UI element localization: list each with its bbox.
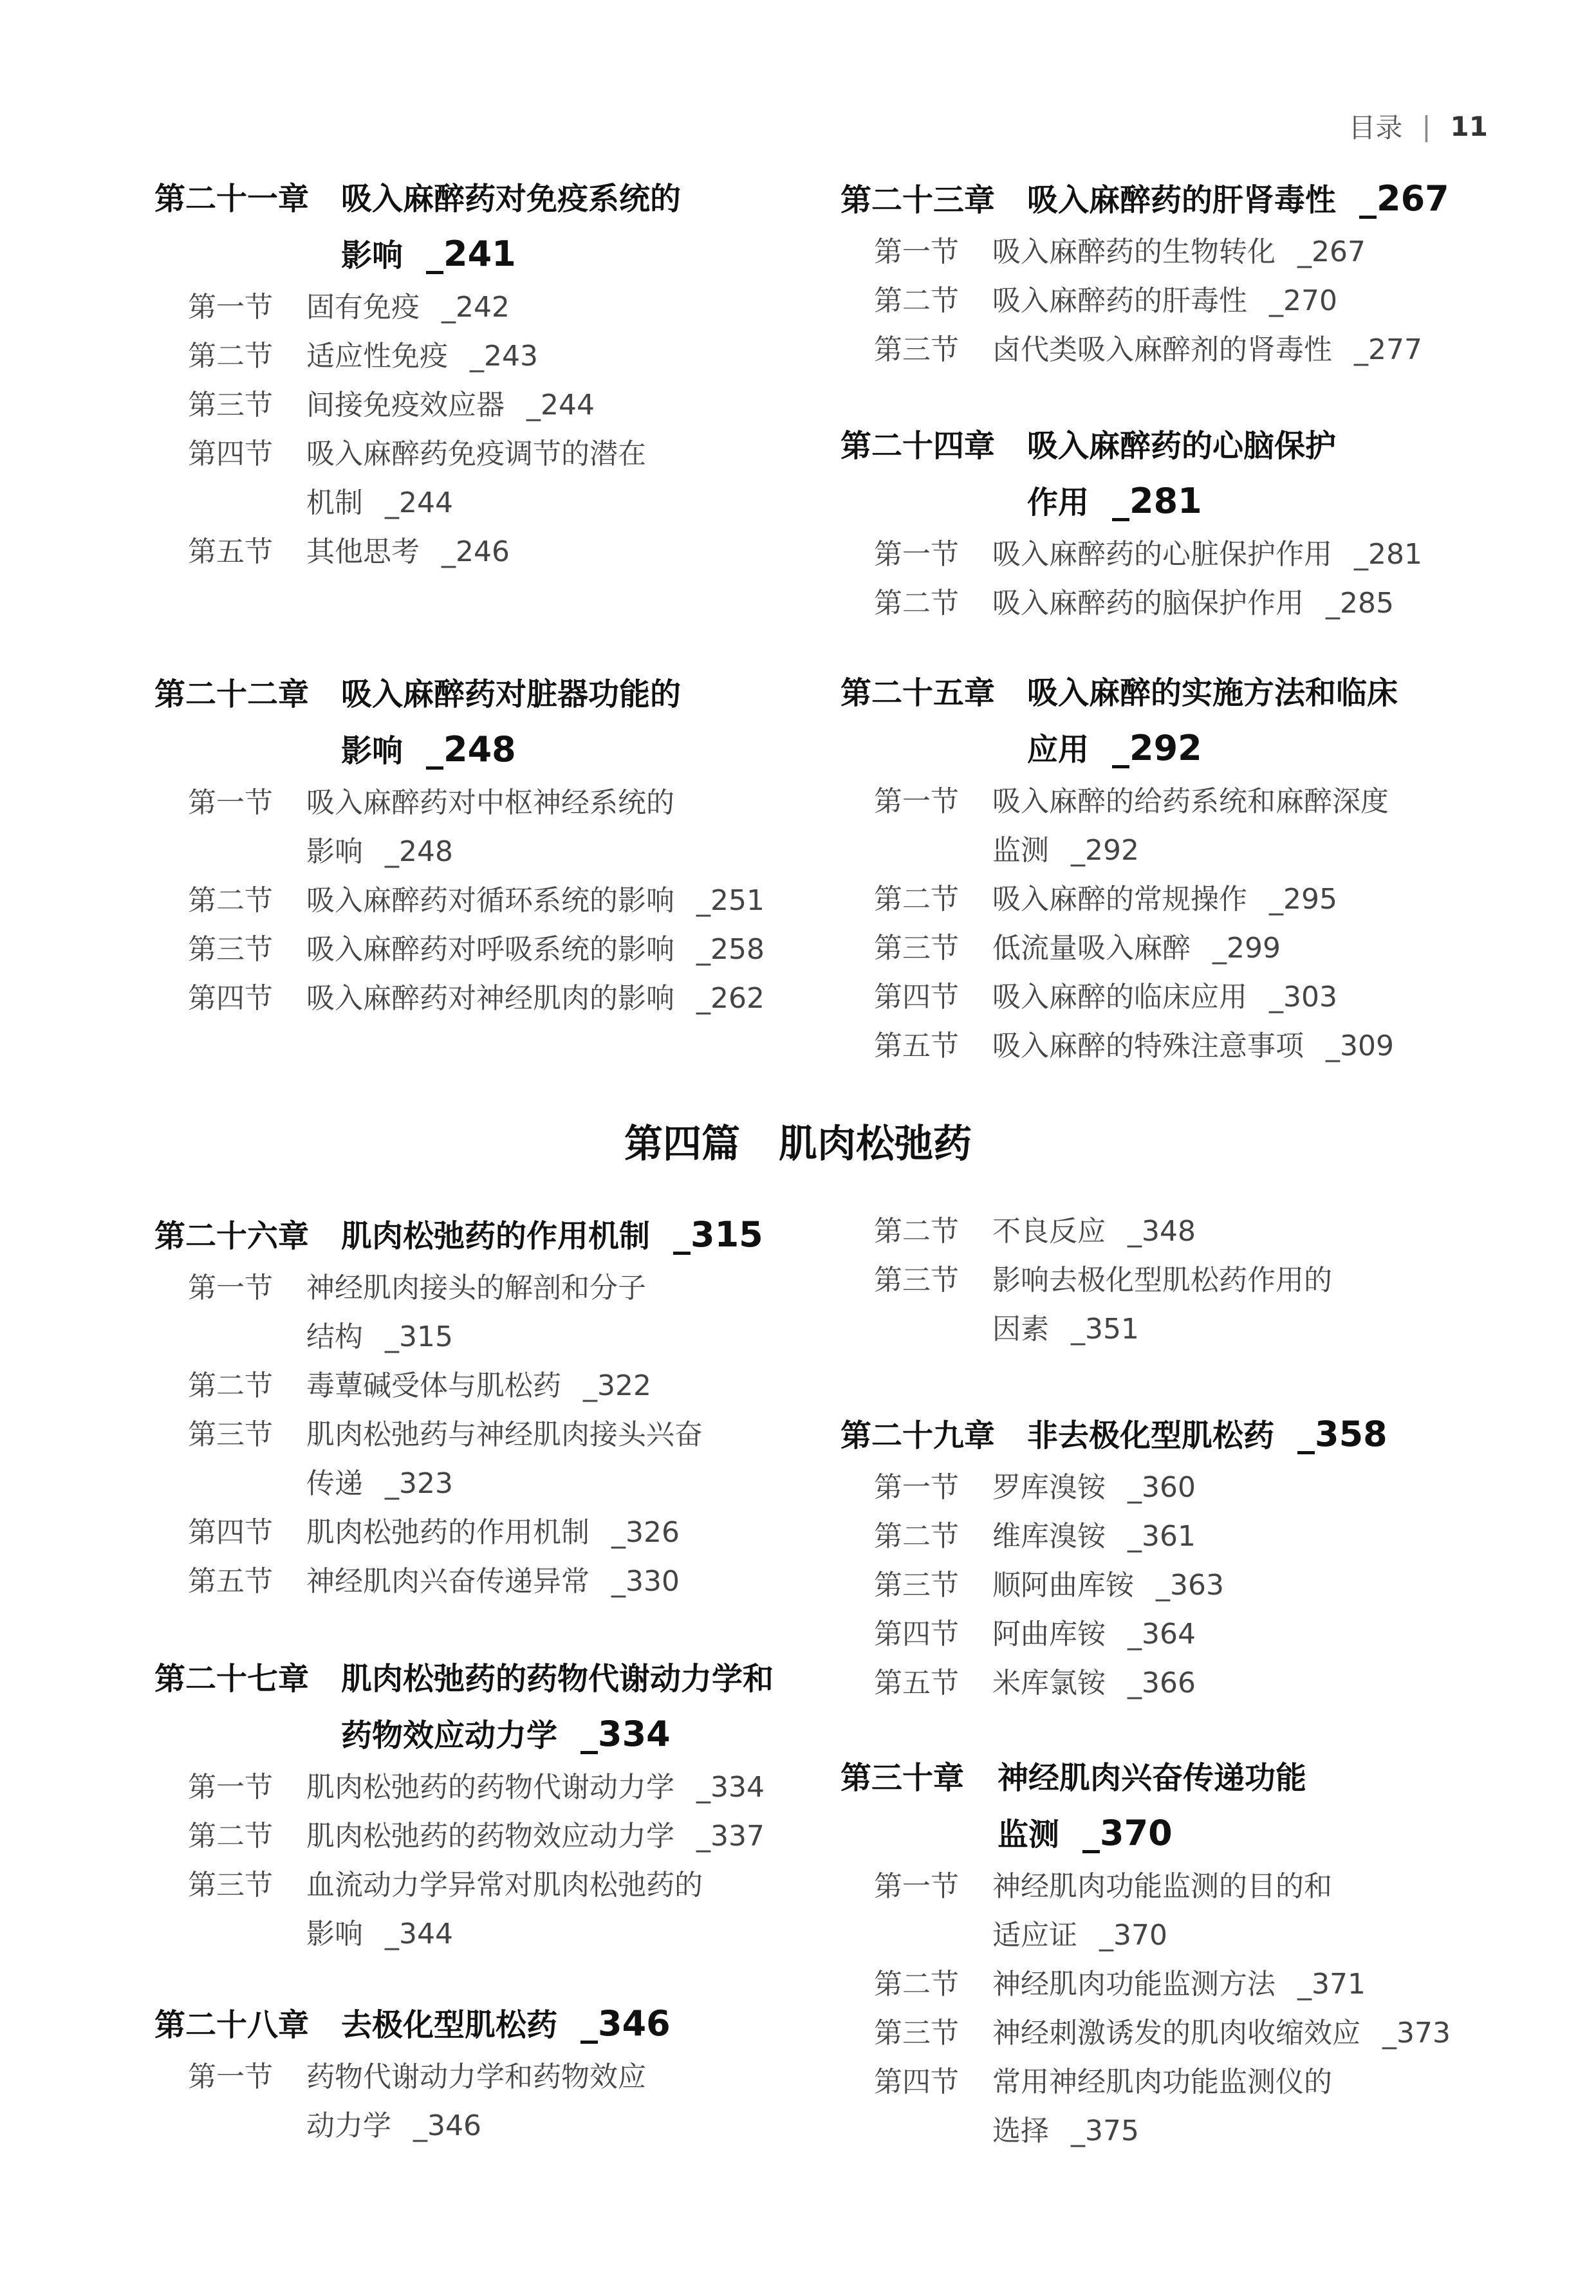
section-title: 肌肉松弛药的药物代谢动力学: [306, 1771, 674, 1804]
section-page: _251: [696, 884, 765, 917]
section-page: _364: [1127, 1618, 1196, 1651]
section-number: 第一节: [874, 1870, 959, 1903]
section-entry-cont[interactable]: [154, 2102, 862, 2151]
section-number: 第三节: [874, 1569, 959, 1602]
section-number: 第三节: [188, 1869, 273, 1902]
section-number: 第二节: [188, 1369, 273, 1402]
chapter-28: [154, 1996, 862, 2151]
chapter-page: _315: [673, 1214, 763, 1255]
chapter-title: 吸入麻醉药对脏器功能的: [341, 676, 682, 712]
section-entry[interactable]: [154, 283, 862, 332]
section-entry[interactable]: [840, 1022, 1548, 1071]
section-page: _295: [1269, 883, 1337, 916]
section-entry-cont[interactable]: [154, 1313, 862, 1362]
section-entry[interactable]: [154, 925, 862, 974]
section-page: _366: [1127, 1667, 1196, 1699]
section-page: _323: [385, 1467, 453, 1500]
chapter-heading[interactable]: [840, 1407, 1548, 1463]
section-page: _309: [1326, 1030, 1394, 1062]
section-title-cont: 选择: [992, 2115, 1049, 2147]
chapter-30: [840, 1750, 1548, 2156]
section-number: 第五节: [874, 1667, 959, 1699]
chapter-heading[interactable]: [840, 665, 1548, 721]
section-number: 第二节: [874, 1520, 959, 1553]
section-title: 维库溴铵: [992, 1520, 1106, 1553]
section-number: 第四节: [188, 982, 273, 1015]
section-entry[interactable]: [154, 381, 862, 430]
section-page: _262: [696, 982, 765, 1015]
section-title: 低流量吸入麻醉: [992, 932, 1191, 965]
section-entry[interactable]: [840, 1207, 1548, 1256]
chapter-page: _241: [426, 234, 516, 274]
chapter-title-cont: 监测: [998, 1817, 1060, 1853]
chapter-27: [154, 1651, 862, 1959]
section-entry-cont[interactable]: [840, 1305, 1548, 1354]
section-title: 神经刺激诱发的肌肉收缩效应: [992, 2017, 1360, 2050]
section-entry[interactable]: [840, 2058, 1548, 2107]
chapter-title: 吸入麻醉药的心脑保护: [1027, 428, 1337, 464]
section-entry[interactable]: [154, 974, 862, 1023]
chapter-heading[interactable]: [840, 171, 1548, 228]
section-title: 吸入麻醉的临床应用: [992, 981, 1247, 1014]
section-entry[interactable]: [840, 579, 1548, 628]
section-title: 吸入麻醉药免疫调节的潜在: [306, 438, 646, 470]
section-title: 其他思考: [306, 535, 420, 568]
section-title: 罗库溴铵: [992, 1471, 1106, 1504]
section-title: 适应性免疫: [306, 340, 448, 373]
section-number: 第一节: [874, 785, 959, 818]
header-page-number: 11: [1450, 110, 1488, 142]
section-number: 第四节: [188, 1516, 273, 1549]
section-title: 肌肉松弛药的药物效应动力学: [306, 1820, 674, 1853]
section-entry[interactable]: [154, 876, 862, 925]
section-title-cont: 机制: [306, 486, 363, 519]
section-entry[interactable]: [154, 528, 862, 577]
section-title: 吸入麻醉药对神经肌肉的影响: [306, 982, 674, 1015]
section-title-cont: 影响: [306, 835, 363, 868]
section-number: 第三节: [874, 2017, 959, 2050]
section-entry[interactable]: [840, 277, 1548, 326]
section-page: _277: [1354, 333, 1422, 366]
chapter-22: [154, 667, 862, 1023]
section-entry[interactable]: [840, 875, 1548, 924]
chapter-page: _248: [426, 729, 516, 770]
section-page: _348: [1127, 1215, 1196, 1248]
section-number: 第三节: [874, 1264, 959, 1297]
section-page: _360: [1127, 1471, 1196, 1504]
section-title: 神经肌肉兴奋传递异常: [306, 1565, 589, 1598]
chapter-23: [840, 171, 1548, 375]
section-page: _351: [1071, 1313, 1139, 1346]
section-title: 吸入麻醉药的脑保护作用: [992, 587, 1304, 620]
chapter-title-cont: 应用: [1027, 732, 1090, 768]
chapter-title-cont: 影响: [341, 237, 404, 273]
section-number: 第二节: [188, 884, 273, 917]
section-entry[interactable]: [154, 1861, 862, 1910]
chapter-24: [840, 418, 1548, 628]
section-title: 吸入麻醉的常规操作: [992, 883, 1247, 916]
section-title: 血流动力学异常对肌肉松弛药的: [306, 1869, 703, 1902]
section-entry[interactable]: [840, 530, 1548, 579]
chapter-page: _292: [1112, 728, 1202, 768]
section-title-cont: 动力学: [306, 2109, 391, 2142]
section-entry[interactable]: [840, 973, 1548, 1022]
chapter-title-cont: 作用: [1027, 485, 1090, 521]
chapter-page: _334: [580, 1714, 671, 1754]
section-number: 第一节: [874, 236, 959, 268]
chapter-title-cont: 药物效应动力学: [341, 1717, 558, 1754]
chapter-26: [154, 1207, 862, 1606]
section-number: 第五节: [874, 1030, 959, 1062]
section-number: 第二节: [874, 883, 959, 916]
section-page: _315: [385, 1320, 453, 1353]
chapter-heading[interactable]: [154, 1207, 862, 1264]
chapter-heading-cont[interactable]: [840, 1806, 1548, 1862]
section-page: _244: [526, 389, 595, 421]
chapter-page: _370: [1082, 1813, 1173, 1853]
section-number: 第五节: [188, 535, 273, 568]
section-page: _303: [1269, 981, 1337, 1014]
section-entry[interactable]: [154, 1264, 862, 1313]
section-entry[interactable]: [154, 1763, 862, 1812]
section-entry[interactable]: [840, 1960, 1548, 2009]
section-entry[interactable]: [154, 430, 862, 479]
chapter-heading-cont[interactable]: [840, 721, 1548, 777]
section-title: 卤代类吸入麻醉剂的肾毒性: [992, 333, 1332, 366]
section-title: 常用神经肌肉功能监测仪的: [992, 2066, 1332, 2098]
section-title: 间接免疫效应器: [306, 389, 505, 421]
section-page: _334: [696, 1771, 765, 1804]
chapter-heading[interactable]: [840, 1750, 1548, 1806]
section-number: 第二节: [874, 1215, 959, 1248]
chapter-number: 第二十三章: [840, 182, 996, 218]
section-title: 米库氯铵: [992, 1667, 1106, 1699]
section-entry-cont[interactable]: [840, 2107, 1548, 2156]
chapter-number: 第二十五章: [840, 675, 996, 711]
chapter-29: [840, 1407, 1548, 1708]
section-page: _330: [611, 1565, 680, 1598]
header-separator: |: [1422, 110, 1431, 142]
section-page: _361: [1127, 1520, 1196, 1553]
section-title: 吸入麻醉药对呼吸系统的影响: [306, 933, 674, 966]
chapter-title: 非去极化型肌松药: [1027, 1418, 1275, 1454]
section-title: 固有免疫: [306, 291, 420, 324]
section-title-cont: 适应证: [992, 1919, 1077, 1952]
part-heading[interactable]: [0, 1113, 1596, 1169]
section-entry[interactable]: [154, 2053, 862, 2102]
chapter-title: 吸入麻醉药对免疫系统的: [341, 181, 682, 217]
chapter-title-cont: 影响: [341, 733, 404, 769]
chapter-heading-cont[interactable]: [154, 227, 862, 283]
chapter-heading[interactable]: [154, 1996, 862, 2053]
section-number: 第四节: [874, 2066, 959, 2098]
section-page: _299: [1212, 932, 1281, 965]
section-number: 第一节: [188, 1272, 273, 1304]
section-page: _346: [413, 2109, 481, 2142]
chapter-number: 第三十章: [840, 1760, 965, 1796]
chapter-heading[interactable]: [154, 1651, 862, 1707]
section-entry[interactable]: [840, 326, 1548, 375]
section-entry[interactable]: [840, 924, 1548, 973]
section-number: 第二节: [874, 1968, 959, 2001]
section-page: _242: [441, 291, 510, 324]
section-page: _244: [385, 486, 453, 519]
section-entry[interactable]: [840, 2009, 1548, 2058]
chapter-heading[interactable]: [154, 171, 862, 227]
section-title: 不良反应: [992, 1215, 1106, 1248]
section-entry[interactable]: [154, 1812, 862, 1861]
chapter-number: 第二十九章: [840, 1418, 996, 1454]
section-title: 吸入麻醉药的肝毒性: [992, 284, 1247, 317]
chapter-number: 第二十七章: [154, 1661, 310, 1697]
section-title: 神经肌肉功能监测的目的和: [992, 1870, 1332, 1903]
chapter-heading[interactable]: [840, 418, 1548, 474]
chapter-number: 第二十六章: [154, 1218, 310, 1254]
chapter-title: 肌肉松弛药的作用机制: [341, 1218, 651, 1254]
section-page: _371: [1297, 1968, 1366, 2001]
section-title: 吸入麻醉药的心脏保护作用: [992, 538, 1332, 571]
chapter-heading[interactable]: [154, 667, 862, 722]
section-number: 第四节: [188, 438, 273, 470]
section-page: _243: [470, 340, 538, 373]
section-page: _270: [1269, 284, 1337, 317]
chapter-page: _346: [580, 2003, 671, 2044]
section-entry[interactable]: [840, 1561, 1548, 1610]
chapter-number: 第二十一章: [154, 181, 310, 217]
section-title: 肌肉松弛药的作用机制: [306, 1516, 589, 1549]
section-entry[interactable]: [154, 1362, 862, 1411]
chapter-title: 吸入麻醉药的肝肾毒性: [1027, 182, 1337, 218]
chapter-heading-cont[interactable]: [154, 1707, 862, 1763]
section-entry[interactable]: [154, 1411, 862, 1459]
section-page: _326: [611, 1516, 680, 1549]
section-entry-cont[interactable]: [154, 828, 862, 876]
section-title: 吸入麻醉药对循环系统的影响: [306, 884, 674, 917]
section-entry-cont[interactable]: [840, 1911, 1548, 1960]
section-number: 第一节: [874, 538, 959, 571]
section-number: 第三节: [188, 933, 273, 966]
section-page: _285: [1326, 587, 1394, 620]
section-entry[interactable]: [840, 1610, 1548, 1659]
section-number: 第一节: [188, 1771, 273, 1804]
section-entry[interactable]: [154, 779, 862, 828]
chapter-number: 第二十八章: [154, 2007, 310, 2043]
section-entry[interactable]: [840, 228, 1548, 277]
section-title: 吸入麻醉的给药系统和麻醉深度: [992, 785, 1389, 818]
section-title: 影响去极化型肌松药作用的: [992, 1264, 1332, 1297]
chapter-title: 吸入麻醉的实施方法和临床: [1027, 675, 1398, 711]
header-section-title: 目录: [1348, 112, 1403, 144]
section-page: _373: [1382, 2017, 1451, 2050]
section-page: _281: [1354, 538, 1422, 571]
chapter-page: _358: [1297, 1414, 1387, 1454]
section-entry-cont[interactable]: [840, 826, 1548, 875]
section-title-cont: 监测: [992, 834, 1049, 867]
section-page: _258: [696, 933, 765, 966]
chapter-number: 第二十二章: [154, 676, 310, 712]
section-entry[interactable]: [840, 1256, 1548, 1305]
section-title: 毒蕈碱受体与肌松药: [306, 1369, 561, 1402]
section-title: 顺阿曲库铵: [992, 1569, 1134, 1602]
chapter-title: 神经肌肉兴奋传递功能: [998, 1760, 1307, 1796]
section-number: 第二节: [874, 587, 959, 620]
section-number: 第三节: [874, 932, 959, 965]
section-page: _344: [385, 1918, 453, 1950]
section-title: 吸入麻醉的特殊注意事项: [992, 1030, 1304, 1062]
section-entry-cont[interactable]: [154, 1910, 862, 1959]
section-page: _337: [696, 1820, 765, 1853]
section-number: 第三节: [188, 389, 273, 421]
chapter-page: _281: [1112, 481, 1202, 521]
section-title: 药物代谢动力学和药物效应: [306, 2060, 646, 2093]
section-number: 第一节: [188, 291, 273, 324]
section-entry-cont[interactable]: [154, 479, 862, 528]
chapter-heading-cont[interactable]: [840, 474, 1548, 530]
section-entry[interactable]: [840, 1862, 1548, 1911]
section-entry[interactable]: [840, 777, 1548, 826]
chapter-title: 肌肉松弛药的药物代谢动力学和: [341, 1661, 774, 1697]
section-page: _246: [441, 535, 510, 568]
section-page: _292: [1071, 834, 1139, 867]
chapter-title: 去极化型肌松药: [341, 2007, 558, 2043]
section-title: 吸入麻醉药对中枢神经系统的: [306, 786, 674, 819]
section-title: 肌肉松弛药与神经肌肉接头兴奋: [306, 1418, 703, 1451]
section-number: 第四节: [874, 1618, 959, 1651]
section-entry[interactable]: [154, 1508, 862, 1557]
section-number: 第二节: [188, 340, 273, 373]
section-title-cont: 结构: [306, 1320, 363, 1353]
section-title-cont: 影响: [306, 1918, 363, 1950]
chapter-21: [154, 171, 862, 577]
section-number: 第三节: [874, 333, 959, 366]
section-page: _370: [1099, 1919, 1167, 1952]
section-title-cont: 因素: [992, 1313, 1049, 1346]
chapter-28-continued: [840, 1207, 1548, 1354]
section-page: _248: [385, 835, 453, 868]
section-page: _363: [1156, 1569, 1224, 1602]
section-page: _375: [1071, 2115, 1139, 2147]
part-number: 第四篇: [624, 1122, 740, 1167]
section-entry[interactable]: [840, 1463, 1548, 1512]
chapter-25: [840, 665, 1548, 1071]
section-title: 神经肌肉接头的解剖和分子: [306, 1272, 646, 1304]
section-number: 第三节: [188, 1418, 273, 1451]
section-title: 吸入麻醉药的生物转化: [992, 236, 1276, 268]
section-title: 阿曲库铵: [992, 1618, 1106, 1651]
section-title: 神经肌肉功能监测方法: [992, 1968, 1276, 2001]
section-page: _322: [583, 1369, 651, 1402]
section-page: _267: [1297, 236, 1366, 268]
section-number: 第二节: [874, 284, 959, 317]
section-number: 第一节: [188, 2060, 273, 2093]
chapter-heading-cont[interactable]: [154, 722, 862, 779]
chapter-number: 第二十四章: [840, 428, 996, 464]
section-entry[interactable]: [154, 332, 862, 381]
section-number: 第一节: [188, 786, 273, 819]
section-entry[interactable]: [840, 1512, 1548, 1561]
section-number: 第一节: [874, 1471, 959, 1504]
section-entry[interactable]: [154, 1557, 862, 1606]
section-number: 第五节: [188, 1565, 273, 1598]
section-entry[interactable]: [840, 1659, 1548, 1708]
running-header: [1348, 107, 1488, 145]
section-number: 第二节: [188, 1820, 273, 1853]
chapter-page: _267: [1359, 178, 1449, 219]
section-number: 第四节: [874, 981, 959, 1014]
part-title: 肌肉松弛药: [779, 1122, 972, 1167]
section-entry-cont[interactable]: [154, 1459, 862, 1508]
section-title-cont: 传递: [306, 1467, 363, 1500]
